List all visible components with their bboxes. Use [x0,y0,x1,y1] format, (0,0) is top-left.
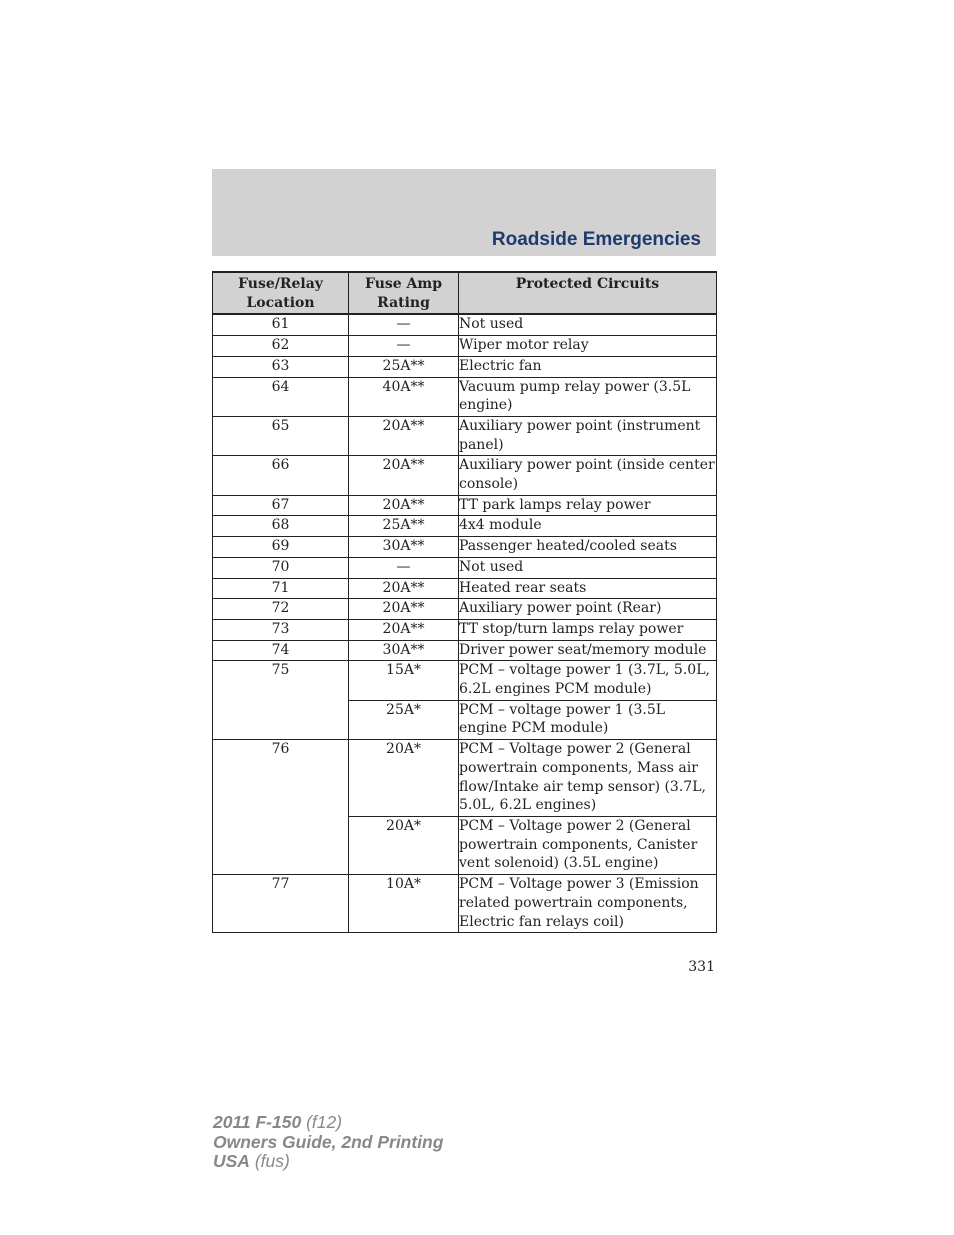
footer-edition [213,1113,443,1172]
table-row [213,314,717,335]
table-row [213,599,717,620]
amp-cell: 20A** [349,619,459,640]
circuit-cell: 4x4 module [459,516,717,537]
location-cell: 68 [213,516,349,537]
amp-cell: 25A* [349,700,459,739]
location-cell: 76 [213,740,349,875]
table-row [213,356,717,377]
footer-line-guide [213,1133,443,1153]
table-row [213,416,717,455]
location-cell: 61 [213,314,349,335]
table-row [213,537,717,558]
amp-cell: — [349,557,459,578]
table-row [213,377,717,416]
circuit-cell: Wiper motor relay [459,336,717,357]
amp-cell: — [349,314,459,335]
section-header-band [212,169,716,256]
location-cell: 65 [213,416,349,455]
circuit-cell: Heated rear seats [459,578,717,599]
amp-cell: 15A* [349,661,459,700]
circuit-cell: Auxiliary power point (instrument panel) [459,416,717,455]
location-cell: 73 [213,619,349,640]
location-cell: 77 [213,875,349,933]
table-row [213,516,717,537]
table-row [213,456,717,495]
header-location-line2: Location [246,294,315,311]
location-cell: 63 [213,356,349,377]
header-circuits: Protected Circuits [459,272,717,314]
location-cell: 67 [213,495,349,516]
amp-cell: 20A** [349,495,459,516]
header-amp-line2: Rating [377,294,430,311]
circuit-cell: Passenger heated/cooled seats [459,537,717,558]
circuit-cell: Auxiliary power point (inside center console) [459,456,717,495]
header-amp [349,272,459,314]
location-cell: 62 [213,336,349,357]
location-cell: 75 [213,661,349,740]
footer-market: USA [213,1151,250,1171]
header-amp-line1: Fuse Amp [365,276,442,292]
amp-cell: — [349,336,459,357]
amp-cell: 30A** [349,640,459,661]
location-cell: 66 [213,456,349,495]
amp-cell: 20A** [349,578,459,599]
location-cell: 69 [213,537,349,558]
amp-cell: 10A* [349,875,459,933]
circuit-cell: PCM – Voltage power 3 (Emission related powertrain components, Electric fan relays coil) [459,875,717,933]
table-row [213,495,717,516]
footer-model: 2011 F-150 [213,1112,302,1132]
fuse-table [212,271,717,933]
location-cell: 64 [213,377,349,416]
circuit-cell: Not used [459,314,717,335]
location-cell: 71 [213,578,349,599]
amp-cell: 20A* [349,816,459,874]
table-row [213,875,717,933]
circuit-cell: TT park lamps relay power [459,495,717,516]
footer-market-code: (fus) [249,1151,290,1171]
table-row [213,661,717,700]
location-cell: 72 [213,599,349,620]
table-row [213,336,717,357]
amp-cell: 20A** [349,456,459,495]
table-row [213,557,717,578]
location-cell: 74 [213,640,349,661]
circuit-cell: PCM – Voltage power 2 (General powertrain components, Mass air flow/Intake air temp sensor) (3.7L, 5.0L, 6.2L engines) [459,740,717,817]
table-row [213,619,717,640]
footer-model-code: (f12) [301,1112,343,1132]
amp-cell: 30A** [349,537,459,558]
circuit-cell: TT stop/turn lamps relay power [459,619,717,640]
header-location-line1: Fuse/Relay [238,276,323,292]
circuit-cell: Not used [459,557,717,578]
amp-cell: 20A** [349,599,459,620]
section-title: Roadside Emergencies [491,229,701,250]
amp-cell: 20A** [349,416,459,455]
footer-line-model [213,1113,443,1133]
circuit-cell: Vacuum pump relay power (3.5L engine) [459,377,717,416]
amp-cell: 25A** [349,516,459,537]
amp-cell: 25A** [349,356,459,377]
table-row [213,740,717,817]
table-header-row [213,272,717,314]
circuit-cell: PCM – voltage power 1 (3.7L, 5.0L, 6.2L engines PCM module) [459,661,717,700]
amp-cell: 20A* [349,740,459,817]
footer-line-market [213,1152,443,1172]
amp-cell: 40A** [349,377,459,416]
circuit-cell: PCM – Voltage power 2 (General powertrain components, Canister vent solenoid) (3.5L engine) [459,816,717,874]
circuit-cell: Driver power seat/memory module [459,640,717,661]
circuit-cell: PCM – voltage power 1 (3.5L engine PCM module) [459,700,717,739]
circuit-cell: Auxiliary power point (Rear) [459,599,717,620]
table-row [213,578,717,599]
circuit-cell: Electric fan [459,356,717,377]
header-location [213,272,349,314]
footer-guide: Owners Guide, 2nd Printing [213,1131,444,1152]
page-number: 331 [688,959,715,975]
location-cell: 70 [213,557,349,578]
table-row [213,640,717,661]
